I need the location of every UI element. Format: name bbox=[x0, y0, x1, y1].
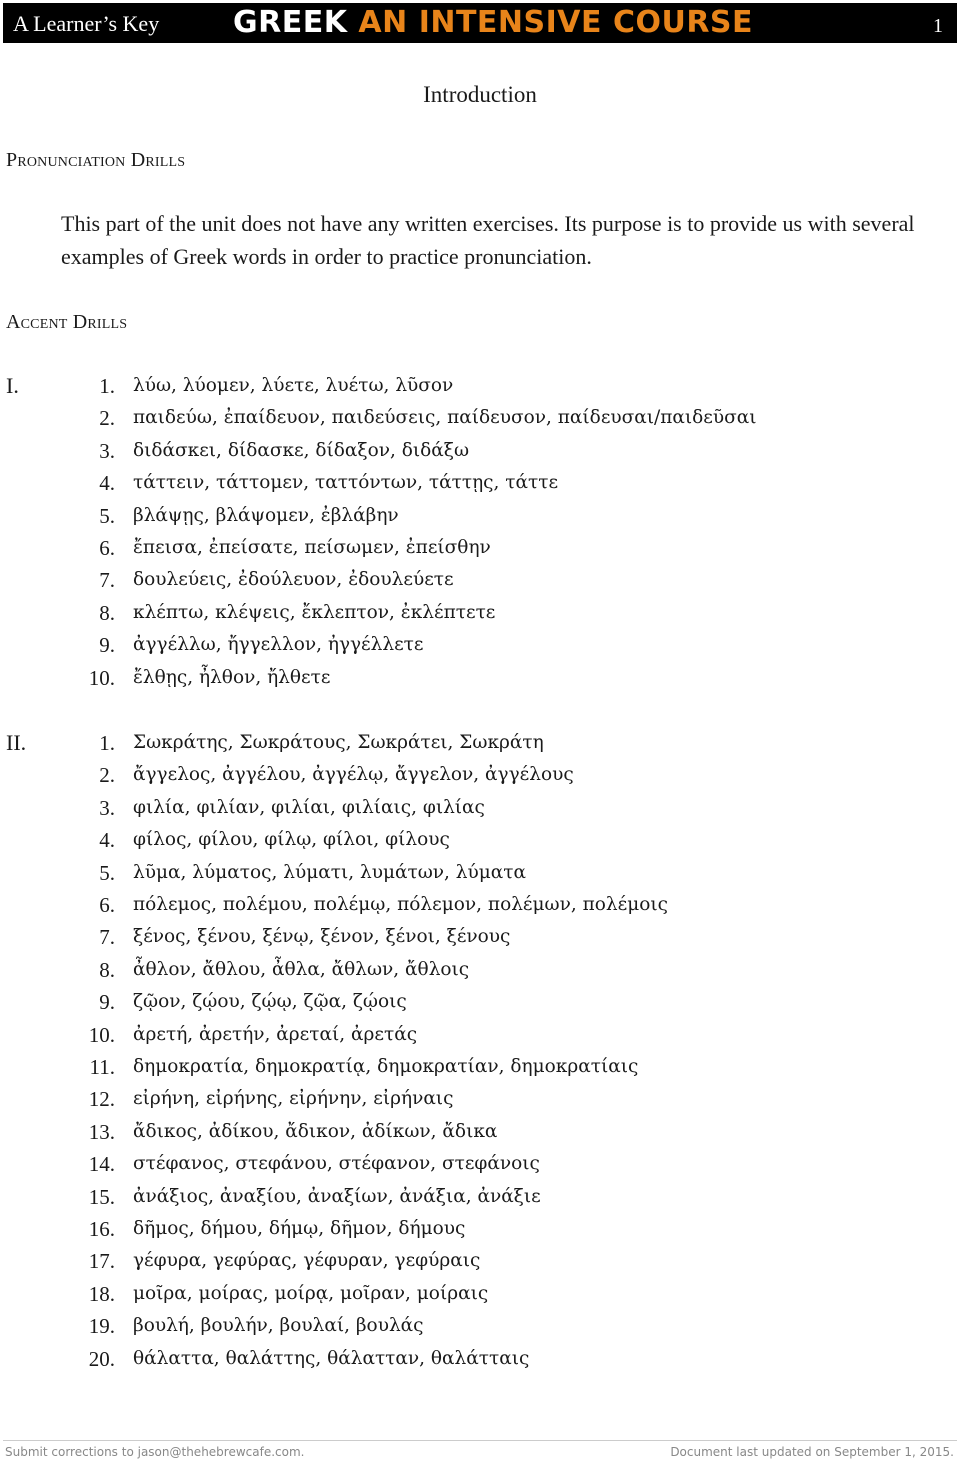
drill-item-words: ζῷον, ζῴου, ζῴῳ, ζῷα, ζῴοις bbox=[133, 991, 407, 1013]
pronunciation-paragraph: This part of the unit does not have any written exercises. Its purpose is to provide us with several examples of Greek words in order to practice pronunciation. bbox=[61, 211, 915, 269]
drill-item-words: δημοκρατία, δημοκρατίᾳ, δημοκρατίαν, δημοκρατίαις bbox=[133, 1056, 639, 1077]
drill-item-number: 9. bbox=[99, 990, 115, 1015]
drill-item bbox=[0, 1311, 960, 1343]
drill-item-number: 17. bbox=[88, 1249, 115, 1274]
book-title-rest: AN INTENSIVE COURSE bbox=[358, 5, 754, 40]
drill-item-number: 19. bbox=[88, 1314, 115, 1339]
drill-item-number: 8. bbox=[99, 957, 115, 982]
drill-item-words: ἆθλον, ἄθλου, ἆθλα, ἄθλων, ἄθλοις bbox=[133, 958, 470, 980]
drill-item-number: 2. bbox=[99, 406, 115, 431]
drill-item bbox=[0, 1052, 960, 1084]
drill-item-words: ἀνάξιος, ἀναξίου, ἀναξίων, ἀνάξια, ἀνάξιε bbox=[133, 1185, 541, 1207]
drill-group-label: II. bbox=[6, 730, 27, 755]
drill-item-words: γέφυρα, γεφύρας, γέφυραν, γεφύραις bbox=[133, 1250, 481, 1272]
drill-item-words: πόλεμος, πολέμου, πολέμῳ, πόλεμον, πολέμων, πολέμοις bbox=[133, 894, 669, 915]
drill-item-number: 14. bbox=[88, 1152, 115, 1177]
pronunciation-drills-heading: Pronunciation Drills bbox=[6, 149, 186, 171]
drill-item bbox=[0, 825, 960, 857]
drill-item bbox=[0, 1117, 960, 1149]
drill-item-number: 6. bbox=[99, 893, 115, 917]
drill-item bbox=[0, 1149, 960, 1181]
drill-item-number: 2. bbox=[99, 763, 115, 788]
drill-item-words: δουλεύεις, ἐδούλευον, ἐδουλεύετε bbox=[133, 569, 454, 591]
drill-item-number: 8. bbox=[99, 600, 115, 625]
drill-item-number: 1. bbox=[99, 731, 115, 755]
drill-item-words: παιδεύω, ἐπαίδευον, παιδεύσεις, παίδευσον, παίδευσαι/παιδεῦσαι bbox=[133, 407, 757, 429]
drill-item bbox=[0, 630, 960, 662]
drill-item bbox=[0, 371, 960, 403]
drill-item-words: τάττειν, τάττομεν, ταττόντων, τάττῃς, τάττε bbox=[133, 472, 559, 494]
drill-item-number: 10. bbox=[88, 665, 115, 690]
drill-item bbox=[0, 565, 960, 597]
drill-item bbox=[0, 922, 960, 954]
chapter-title: Introduction bbox=[423, 82, 537, 107]
drill-item bbox=[0, 760, 960, 792]
drill-item-words: ἀρετή, ἀρετήν, ἀρεταί, ἀρετάς bbox=[133, 1023, 418, 1045]
drill-item bbox=[0, 468, 960, 500]
drill-item-words: κλέπτω, κλέψεις, ἔκλεπτον, ἐκλέπτετε bbox=[133, 601, 496, 623]
book-subtitle: A Learner’s Key bbox=[13, 11, 160, 36]
drill-item-words: φίλος, φίλου, φίλῳ, φίλοι, φίλους bbox=[133, 829, 450, 851]
accent-drills-heading: Accent Drills bbox=[6, 311, 128, 333]
drill-item bbox=[0, 1084, 960, 1116]
drill-item bbox=[0, 858, 960, 890]
drill-item-words: βλάψῃς, βλάψομεν, ἐβλάβην bbox=[133, 504, 399, 526]
drill-item-words: ἄγγελος, ἀγγέλου, ἀγγέλῳ, ἄγγελον, ἀγγέλους bbox=[133, 764, 574, 786]
book-title bbox=[233, 5, 754, 40]
drill-item-words: εἰρήνη, εἰρήνης, εἰρήνην, εἰρήναις bbox=[133, 1088, 454, 1110]
drill-item bbox=[0, 1246, 960, 1278]
drill-item bbox=[0, 501, 960, 533]
drill-item-words: Σωκράτης, Σωκράτους, Σωκράτει, Σωκράτη bbox=[133, 732, 544, 753]
drill-item bbox=[0, 436, 960, 468]
drill-item bbox=[0, 1182, 960, 1214]
drill-item bbox=[0, 987, 960, 1019]
drill-item-number: 10. bbox=[88, 1022, 115, 1047]
drill-item bbox=[0, 663, 960, 695]
drill-item bbox=[0, 533, 960, 565]
drill-item-number: 11. bbox=[89, 1055, 115, 1079]
drill-item bbox=[0, 890, 960, 922]
drill-item-words: φιλία, φιλίαν, φιλίαι, φιλίαις, φιλίας bbox=[133, 796, 485, 818]
drill-item-number: 12. bbox=[88, 1087, 115, 1112]
drill-item-number: 16. bbox=[88, 1217, 115, 1241]
drill-item bbox=[0, 793, 960, 825]
footer-divider bbox=[3, 1440, 957, 1441]
drill-item-words: ἄδικος, ἀδίκου, ἄδικον, ἀδίκων, ἄδικα bbox=[133, 1120, 498, 1142]
footer-updated-note: Document last updated on September 1, 2015. bbox=[670, 1445, 954, 1459]
drill-item-words: λύω, λύομεν, λύετε, λυέτω, λῦσον bbox=[133, 375, 454, 396]
drill-item bbox=[0, 1344, 960, 1376]
footer-corrections-note: Submit corrections to jason@thehebrewcafe.com. bbox=[5, 1445, 305, 1459]
drill-item-number: 1. bbox=[99, 374, 115, 398]
drill-item bbox=[0, 1020, 960, 1052]
drill-item-words: βουλή, βουλήν, βουλαί, βουλάς bbox=[133, 1315, 424, 1337]
drill-item-number: 20. bbox=[88, 1346, 115, 1371]
drill-item bbox=[0, 598, 960, 630]
drill-item-number: 13. bbox=[88, 1119, 115, 1144]
drill-item-words: θάλαττα, θαλάττης, θάλατταν, θαλάτταις bbox=[133, 1347, 530, 1369]
drill-item-number: 5. bbox=[99, 860, 115, 885]
page-number: 1 bbox=[933, 15, 943, 37]
drill-item-number: 7. bbox=[99, 925, 115, 950]
drill-group-label: I. bbox=[6, 373, 19, 398]
drill-item-number: 7. bbox=[99, 568, 115, 593]
drill-item bbox=[0, 403, 960, 435]
drill-item-number: 5. bbox=[99, 503, 115, 528]
drill-item-words: στέφανος, στεφάνου, στέφανον, στεφάνοις bbox=[133, 1153, 540, 1175]
drill-item-words: ἔπεισα, ἐπείσατε, πείσωμεν, ἐπείσθην bbox=[133, 537, 491, 558]
drill-item-words: ἔλθῃς, ἦλθον, ἤλθετε bbox=[133, 666, 331, 688]
drill-item bbox=[0, 955, 960, 987]
drill-item-words: δῆμος, δήμου, δήμῳ, δῆμον, δήμους bbox=[133, 1218, 466, 1239]
drill-item-number: 4. bbox=[99, 471, 115, 496]
drill-item-words: λῦμα, λύματος, λύματι, λυμάτων, λύματα bbox=[133, 861, 526, 883]
drill-item-number: 6. bbox=[99, 536, 115, 560]
book-title-word-greek: GREEK bbox=[233, 5, 348, 40]
drill-item bbox=[0, 1279, 960, 1311]
drill-item bbox=[0, 728, 960, 760]
drill-item-number: 9. bbox=[99, 633, 115, 658]
drill-item bbox=[0, 1214, 960, 1246]
drill-item-words: μοῖρα, μοίρας, μοίρᾳ, μοῖραν, μοίραις bbox=[133, 1282, 489, 1304]
drill-item-number: 4. bbox=[99, 828, 115, 853]
header-bar bbox=[3, 3, 957, 43]
drill-item-number: 3. bbox=[99, 438, 115, 463]
drill-item-words: ἀγγέλλω, ἤγγελλον, ἠγγέλλετε bbox=[133, 634, 424, 656]
drill-item-words: διδάσκει, δίδασκε, δίδαξον, διδάξω bbox=[133, 439, 470, 461]
drill-item-number: 18. bbox=[88, 1281, 115, 1306]
drill-item-words: ξένος, ξένου, ξένῳ, ξένον, ξένοι, ξένους bbox=[133, 926, 511, 948]
drill-item-number: 3. bbox=[99, 795, 115, 820]
drill-item-number: 15. bbox=[88, 1184, 115, 1209]
